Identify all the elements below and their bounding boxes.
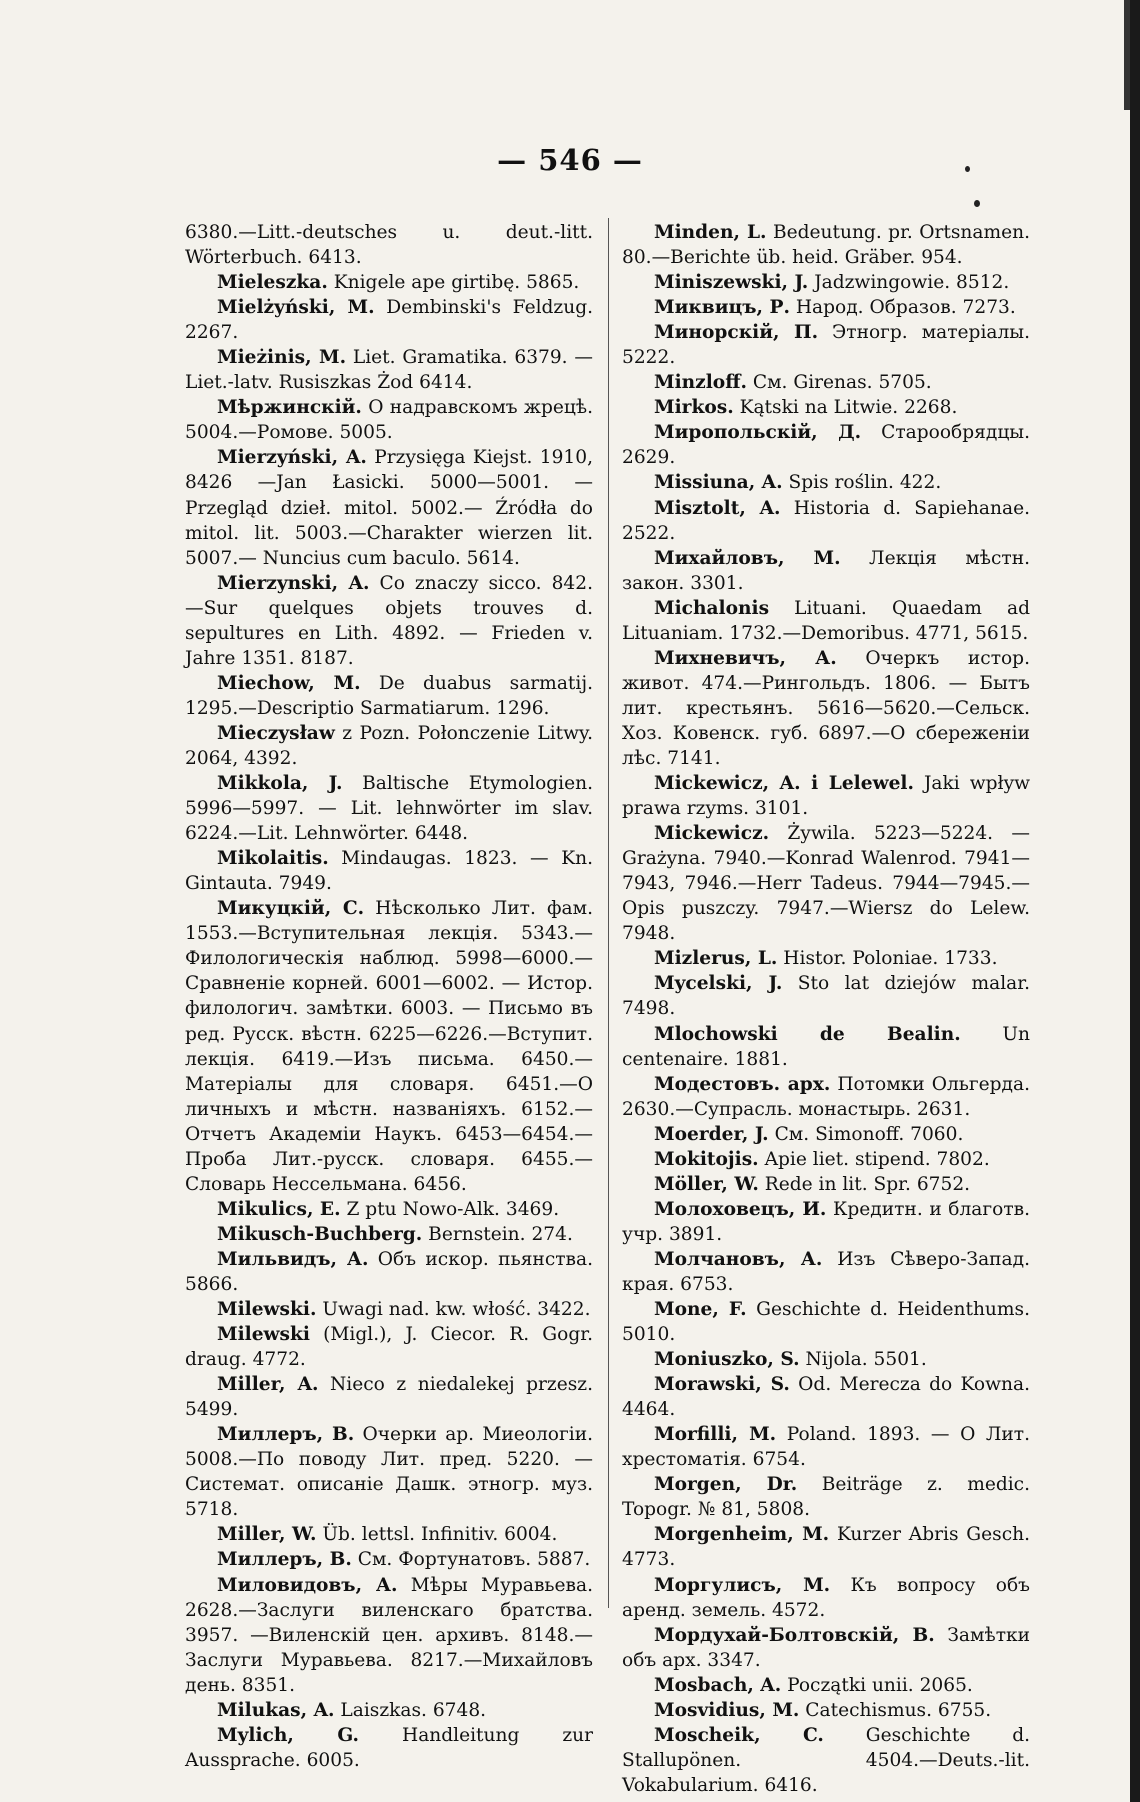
entry-references: Beiträge z. medic. Topogr. № 81, 5808. — [622, 1474, 1031, 1521]
entry-references: Замѣтки объ арх. 3347. — [622, 1624, 1030, 1671]
entry-references: Dembinski's Feldzug. 2267. — [185, 297, 594, 344]
entry-references: Народ. Образов. 7273. — [789, 297, 1016, 319]
index-entry — [185, 270, 593, 295]
entry-author: Мѣржинскій. — [217, 397, 362, 419]
entry-author: Mickewicz, A. i Lelewel. — [654, 773, 914, 795]
column-divider — [608, 218, 609, 1608]
entry-references: Sto lat dziejów malar. 7498. — [622, 973, 1030, 1020]
index-entry — [622, 596, 1030, 646]
index-entry — [185, 1723, 593, 1773]
entry-references: Нѣсколько Лит. фам. 1553.—Вступительная лекція. 5343.—Филологическія наблюд. 5998—6000.—Сравненіе корней. 6001—6002. — Истор. филологич. замѣтки. 6003. — Письмо въ ред. Русск. вѣстн. 6225—6226.—Вступит. лекція. 6419.—Изъ письма. 6450.—Матеріалы для словаря. 6451.—О личныхъ и мѣстн. названіяхъ. 6152.—Отчетъ Академіи Наукъ. 6453—6454.— Проба Лит.-русск. словаря. 6455.—Словарь Нессельмана. 6456. — [185, 898, 593, 1195]
entry-author: Mirkos. — [654, 397, 734, 419]
page-number: — 546 — — [497, 143, 643, 177]
left-column — [185, 220, 593, 1773]
index-entry — [622, 1122, 1030, 1147]
right-column — [622, 220, 1030, 1798]
entry-references: Poland. 1893. — О Лит. хрестоматія. 6754. — [622, 1424, 1031, 1471]
entry-author: Mosbach, A. — [654, 1674, 782, 1696]
entry-author: Моргулисъ, М. — [654, 1574, 831, 1596]
index-entry — [185, 1698, 593, 1723]
index-entry — [185, 771, 593, 846]
entry-author: Мильвидъ, А. — [217, 1248, 369, 1270]
index-entry — [622, 470, 1030, 495]
entry-author: Misztolt, A. — [654, 497, 781, 519]
index-entry — [622, 1347, 1030, 1372]
index-entry — [185, 345, 593, 395]
entry-author: Мордухай-Болтовскій, В. — [654, 1624, 935, 1646]
entry-author: Mickewicz. — [654, 823, 770, 845]
entry-author: Morawski, S. — [654, 1374, 790, 1396]
entry-author: Mikolaitis. — [217, 848, 329, 870]
index-entry — [622, 1372, 1030, 1422]
entry-references: Przysięga Kiejst. 1910, 8426 —Jan Łasicki. 5000—5001. — Przegląd dzieł. mitol. 5002.— Źródła do mitol. lit. 5003.—Charakter wierzen lit. 5007.— Nuncius cum baculo. 5614. — [185, 447, 593, 569]
index-entry — [622, 1172, 1030, 1197]
entry-author: Mone, F. — [654, 1299, 747, 1321]
index-entry — [622, 1422, 1030, 1472]
index-entry — [622, 1197, 1030, 1247]
entry-references: Uwagi nad. kw. włość. 3422. — [316, 1299, 591, 1321]
entry-author: Michalonis — [654, 597, 770, 619]
entry-author: Milukas, A. — [217, 1699, 335, 1721]
index-entry — [185, 1322, 593, 1372]
entry-author: Mycelski, J. — [654, 973, 783, 995]
index-entry — [622, 821, 1030, 946]
index-entry — [622, 1673, 1030, 1698]
entry-author: Mikkola, J. — [217, 773, 343, 795]
entry-references: Лекція мѣстн. закон. 3301. — [622, 547, 1030, 594]
entry-author: Minzloff. — [654, 372, 747, 394]
entry-author: Missiuna, A. — [654, 472, 783, 494]
entry-author: Möller, W. — [654, 1173, 759, 1195]
index-entry — [622, 646, 1030, 771]
entry-references: См. Фортунатовъ. 5887. — [351, 1549, 591, 1571]
index-entry — [622, 1522, 1030, 1572]
entry-author: Mieczysław — [217, 722, 335, 744]
index-entry — [185, 295, 593, 345]
index-entry — [622, 1147, 1030, 1172]
index-entry — [622, 1472, 1030, 1522]
entry-references: De duabus sarmatij. 1295.—Descriptio Sarmatiarum. 1296. — [185, 672, 593, 719]
entry-author: Mylich, G. — [217, 1724, 360, 1746]
entry-author: Milewski — [217, 1324, 310, 1346]
entry-references: Un centenaire. 1881. — [622, 1023, 1031, 1070]
index-entry — [185, 220, 593, 270]
index-entry — [622, 496, 1030, 546]
index-entry — [622, 320, 1030, 370]
entry-references: Baltische Etymologien. 5996—5997. — Lit. lehnwörter im slav. 6224.—Lit. Lehnwörter. 6448. — [185, 773, 594, 845]
entry-references: Rede in lit. Spr. 6752. — [758, 1173, 971, 1195]
entry-references: Этногр. матеріалы. 5222. — [622, 322, 1030, 369]
entry-references: Co znaczy sicco. 842. —Sur quelques objets trouves d. sepultures en Lith. 4892. — Frieden v. Jahre 1351. 8187. — [185, 572, 593, 669]
entry-references: Lituani. Quaedam ad Lituaniam. 1732.—Demoribus. 4771, 5615. — [622, 597, 1030, 644]
index-entry — [185, 1222, 593, 1247]
index-entry — [622, 1623, 1030, 1673]
index-entry — [185, 896, 593, 1197]
entry-references: Żywila. 5223—5224. — Grażyna. 7940.—Konrad Walenrod. 7941—7943, 7946.—Herr Tadeus. 7944—7945.— Opis puszczy. 7947.—Wiersz do Lelew. 7948. — [622, 823, 1030, 945]
entry-author: Milewski. — [217, 1299, 317, 1321]
index-entry — [622, 946, 1030, 971]
entry-author: Miller, W. — [217, 1524, 317, 1546]
entry-references: Изъ Сѣверо-Запад. края. 6753. — [622, 1248, 1030, 1295]
index-entry — [185, 1297, 593, 1322]
entry-author: Mierzynski, A. — [217, 572, 370, 594]
entry-author: Михайловъ, М. — [654, 547, 841, 569]
entry-references: Knigele ape girtibę. 5865. — [327, 272, 580, 294]
entry-author: Молоховецъ, И. — [654, 1198, 827, 1220]
entry-author: Miniszewski, J. — [654, 272, 809, 294]
index-entry — [622, 270, 1030, 295]
entry-author: Миллеръ, В. — [217, 1549, 352, 1571]
page-edge-shadow — [1130, 0, 1140, 1802]
entry-author: Mosvidius, M. — [654, 1699, 800, 1721]
entry-references: z Pozn. Połonczenie Litwy. 2064, 4392. — [185, 722, 593, 769]
index-entry — [622, 1297, 1030, 1347]
index-entry — [185, 671, 593, 721]
entry-references: Кредитн. и благотв. учр. 3891. — [622, 1198, 1030, 1245]
entry-references: Потомки Ольгерда. 2630.—Супрасль. монастырь. 2631. — [622, 1073, 1030, 1120]
entry-references: Bernstein. 274. — [422, 1223, 573, 1245]
entry-author: Minden, L. — [654, 222, 767, 243]
entry-references: О надравскомъ жрецѣ. 5004.—Ромове. 5005. — [185, 397, 593, 444]
entry-references: Laiszkas. 6748. — [334, 1699, 487, 1721]
index-entry — [622, 971, 1030, 1021]
entry-author: Микуцкій, С. — [217, 898, 365, 920]
index-entry — [622, 1022, 1030, 1072]
index-entry — [622, 395, 1030, 420]
entry-references: 6380.—Litt.-deutsches u. deut.-litt. Wörterbuch. 6413. — [185, 222, 593, 269]
entry-references: Spis roślin. 422. — [782, 472, 942, 494]
entry-author: Миропольскій, Д. — [654, 422, 862, 444]
entry-author: Молчановъ, А. — [654, 1248, 823, 1270]
page-edge-shadow-top — [1124, 0, 1130, 110]
entry-author: Mierzyński, A. — [217, 447, 367, 469]
entry-references: (Migl.), J. Ciecor. R. Gogr. draug. 4772. — [185, 1324, 593, 1371]
index-entry — [185, 1247, 593, 1297]
entry-references: Jaki wpływ prawa rzyms. 3101. — [622, 773, 1030, 820]
entry-references: Handleitung zur Aussprache. 6005. — [185, 1724, 593, 1771]
index-entry — [622, 546, 1030, 596]
entry-author: Миловидовъ, А. — [217, 1574, 398, 1596]
entry-references: Z ptu Nowo-Alk. 3469. — [340, 1198, 560, 1220]
entry-references: Mindaugas. 1823. — Kn. Gintauta. 7949. — [185, 848, 593, 895]
index-entry — [622, 1723, 1030, 1798]
index-entry — [185, 1573, 593, 1698]
print-speck — [974, 200, 980, 207]
entry-author: Минорскій, П. — [654, 322, 819, 344]
index-entry — [185, 571, 593, 671]
entry-references: Historia d. Sapiehanae. 2522. — [622, 497, 1030, 544]
index-entry — [185, 1422, 593, 1522]
entry-references: Nieco z niedalekej przesz. 5499. — [185, 1374, 593, 1421]
entry-references: Очеркъ истор. живот. 474.—Рингольдъ. 1806. — Бытъ лит. крестьянъ. 5616—5620.—Сельск. Хоз. Ковенск. губ. 6897.—О сбереженіи лѣс. 7141. — [622, 647, 1030, 769]
entry-author: Модестовъ. арх. — [654, 1073, 831, 1095]
index-entry — [185, 445, 593, 570]
index-entry — [622, 220, 1030, 270]
entry-author: Miller, A. — [217, 1374, 319, 1396]
index-entry — [622, 1247, 1030, 1297]
entry-references: Catechismus. 6755. — [799, 1699, 992, 1721]
index-entry — [622, 370, 1030, 395]
entry-references: Мѣры Муравьева. 2628.—Заслуги виленскаго братства. 3957. —Виленскій цен. архивъ. 8148.— Заслуги Муравьева. 8217.—Михайловъ день. 8351. — [185, 1574, 593, 1696]
entry-author: Mizlerus, L. — [654, 948, 778, 970]
index-entry — [185, 1372, 593, 1422]
entry-author: Mlochowski de Bealin. — [654, 1023, 961, 1045]
entry-references: См. Simonoff. 7060. — [768, 1123, 964, 1145]
entry-author: Mikusch-Buchberg. — [217, 1223, 423, 1245]
index-entry — [622, 420, 1030, 470]
entry-references: Очерки ар. Миеологіи. 5008.—По поводу Лит. пред. 5220. — Системат. описаніе Дашк. этногр. муз. 5718. — [185, 1424, 593, 1521]
entry-references: Bedeutung. pr. Ortsnamen. 80.—Berichte üb. heid. Gräber. 954. — [622, 222, 1030, 269]
index-entry — [185, 721, 593, 771]
entry-references: Histor. Poloniae. 1733. — [777, 948, 998, 970]
entry-author: Moscheik, C. — [654, 1724, 824, 1746]
entry-references: См. Girenas. 5705. — [746, 372, 932, 394]
entry-references: Nijola. 5501. — [799, 1349, 927, 1371]
entry-author: Миллеръ, В. — [217, 1424, 355, 1446]
index-entry — [622, 1072, 1030, 1122]
entry-author: Miechow, M. — [217, 672, 361, 694]
index-entry — [622, 1698, 1030, 1723]
entry-references: Początki unii. 2065. — [781, 1674, 973, 1696]
entry-author: Morfilli, M. — [654, 1424, 777, 1446]
entry-references: Liet. Gramatika. 6379. —Liet.-latv. Rusiszkas Żod 6414. — [185, 347, 593, 394]
entry-references: Jadzwingowie. 8512. — [808, 272, 1010, 294]
entry-author: Mielżyński, M. — [217, 297, 375, 319]
entry-references: Geschichte d. Heidenthums. 5010. — [622, 1299, 1030, 1346]
entry-author: Moniuszko, S. — [654, 1349, 800, 1371]
entry-author: Mikulics, E. — [217, 1198, 341, 1220]
index-entry — [185, 395, 593, 445]
entry-references: Kurzer Abris Gesch. 4773. — [622, 1524, 1031, 1571]
entry-references: Kątski na Litwie. 2268. — [733, 397, 958, 419]
entry-author: Morgenheim, M. — [654, 1524, 830, 1546]
entry-author: Миквицъ, Р. — [654, 297, 790, 319]
entry-references: Od. Merecza do Kowna. 4464. — [622, 1374, 1031, 1421]
entry-references: Старообрядцы. 2629. — [622, 422, 1030, 469]
entry-references: Объ искор. пьянства. 5866. — [185, 1248, 593, 1295]
index-entry — [185, 1522, 593, 1547]
index-entry — [185, 1547, 593, 1572]
entry-author: Moerder, J. — [654, 1123, 769, 1145]
entry-author: Mokitojis. — [654, 1148, 759, 1170]
entry-references: Geschichte d. Stallupönen. 4504.—Deuts.-lit. Vokabularium. 6416. — [622, 1724, 1031, 1796]
entry-references: Къ вопросу объ аренд. земель. 4572. — [622, 1574, 1030, 1621]
index-entry — [185, 846, 593, 896]
entry-author: Mieżinis, M. — [217, 347, 347, 369]
index-entry — [622, 295, 1030, 320]
entry-author: Morgen, Dr. — [654, 1474, 798, 1496]
index-entry — [622, 771, 1030, 821]
index-entry — [622, 1573, 1030, 1623]
entry-author: Михневичъ, А. — [654, 647, 837, 669]
entry-references: Apie liet. stipend. 7802. — [758, 1148, 990, 1170]
entry-author: Mieleszka. — [217, 272, 328, 294]
index-entry — [185, 1197, 593, 1222]
entry-references: Üb. lettsl. Infinitiv. 6004. — [316, 1524, 558, 1546]
